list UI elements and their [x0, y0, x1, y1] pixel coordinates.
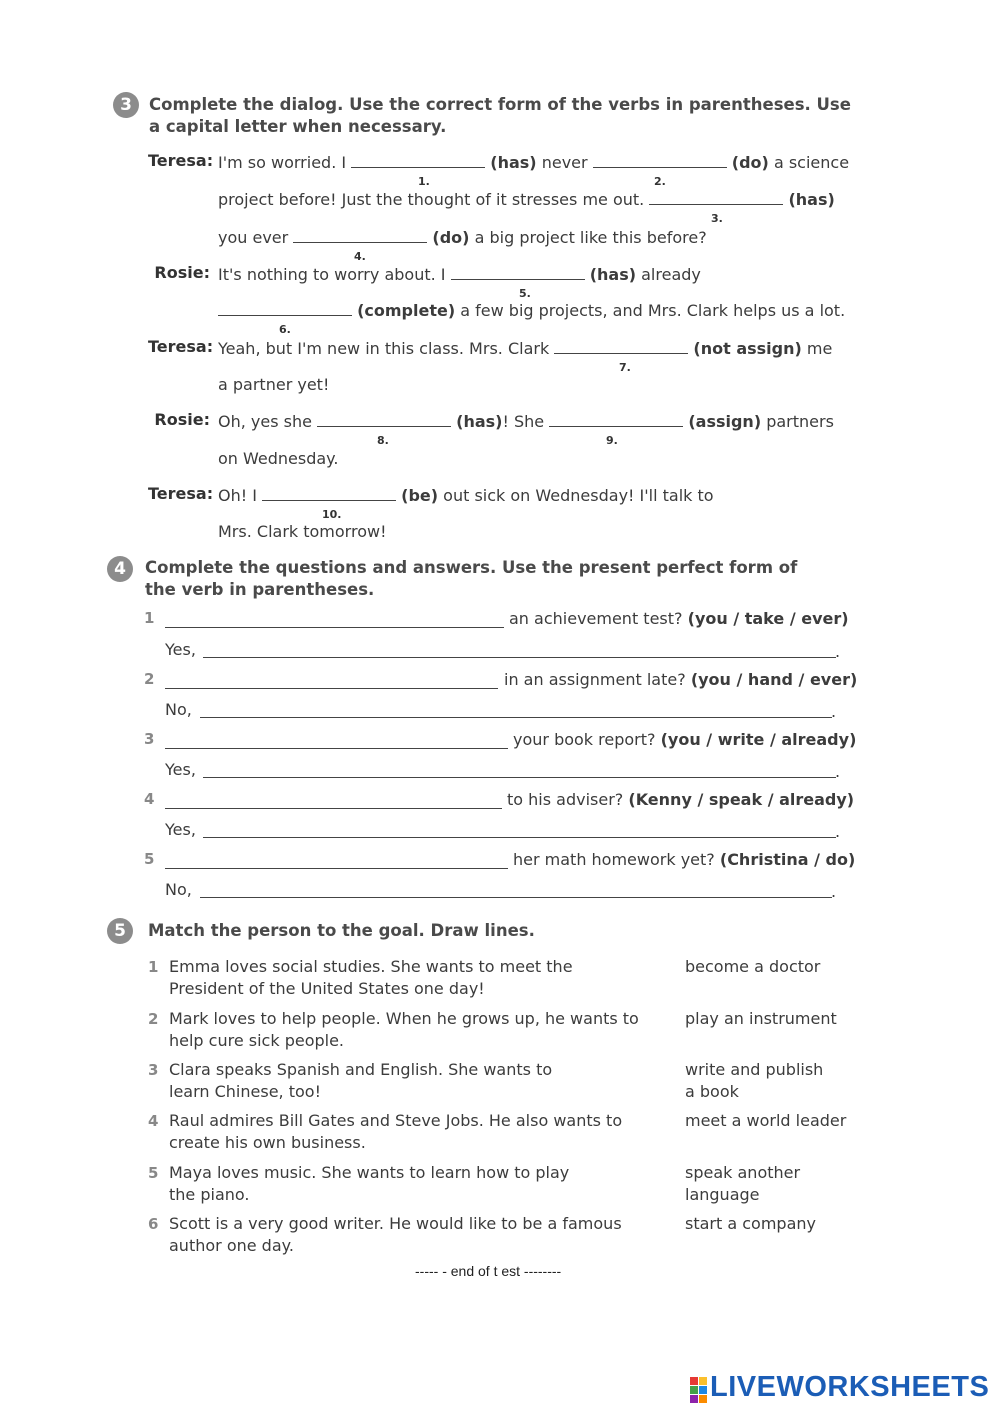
section-5-badge: 5 [107, 918, 133, 944]
dialog-line-5 [218, 301, 845, 321]
verb-cue: (Christina / do) [719, 850, 856, 869]
blank-7[interactable] [554, 339, 688, 354]
blank-num-6: 6. [279, 323, 291, 336]
verb-cue: (you / write / already) [660, 730, 857, 749]
text: me [806, 339, 833, 358]
text: a big project like this before? [474, 228, 707, 247]
question-answer-line[interactable] [165, 808, 502, 809]
text: her math homework yet? [513, 850, 715, 869]
verb-cue: (not assign) [693, 339, 802, 358]
answer-period: . [835, 762, 841, 781]
answer-line[interactable] [200, 717, 832, 718]
blank-num-10: 10. [322, 508, 342, 521]
verb-cue: (do) [432, 228, 470, 247]
answer-prefix: Yes, [165, 640, 196, 659]
blank-num-7: 7. [619, 361, 631, 374]
blank-5[interactable] [451, 265, 585, 280]
logo-mark-icon [699, 1377, 707, 1385]
blank-num-3: 3. [711, 212, 723, 225]
goal-item[interactable]: meet a world leader [685, 1111, 847, 1130]
person-number: 5 [148, 1164, 159, 1182]
dialog-line-7: a partner yet! [218, 375, 330, 394]
verb-cue: (complete) [357, 301, 456, 320]
section-3-instruction: Complete the dialog. Use the correct form of the verbs in parentheses. Use a capital letter when necessary. [149, 95, 851, 136]
dialog-line-6 [218, 339, 832, 359]
text: never [541, 153, 588, 172]
answer-line[interactable] [203, 657, 836, 658]
speaker-teresa: Teresa: [148, 484, 214, 503]
answer-period: . [835, 642, 841, 661]
text: project before! Just the thought of it stresses me out. [218, 190, 645, 209]
verb-cue: (has) [456, 412, 503, 431]
text: already [641, 265, 701, 284]
blank-num-5: 5. [519, 287, 531, 300]
question-number: 3 [144, 730, 155, 748]
text: I'm so worried. I [218, 153, 347, 172]
logo-text: LIVEWORKSHEETS [710, 1371, 990, 1403]
text: to his adviser? [507, 790, 624, 809]
text: partners [766, 412, 834, 431]
question-text [513, 730, 856, 750]
verb-cue: (you / hand / ever) [690, 670, 858, 689]
goal-item[interactable]: write and publish a book [685, 1060, 824, 1101]
answer-prefix: Yes, [165, 820, 196, 839]
text: It's nothing to worry about. I [218, 265, 446, 284]
question-text [513, 850, 855, 870]
answer-prefix: No, [165, 880, 192, 899]
person-number: 4 [148, 1112, 159, 1130]
text: an achievement test? [509, 609, 683, 628]
logo-mark-icon [699, 1386, 707, 1394]
blank-9[interactable] [549, 412, 683, 427]
person-description[interactable]: Clara speaks Spanish and English. She wants to learn Chinese, too! [169, 1060, 553, 1101]
answer-line[interactable] [200, 897, 832, 898]
person-description[interactable]: Scott is a very good writer. He would like to be a famous author one day. [169, 1214, 622, 1255]
question-text [504, 670, 857, 690]
text: out sick on Wednesday! I'll talk to [443, 486, 714, 505]
person-number: 1 [148, 958, 159, 976]
answer-prefix: No, [165, 700, 192, 719]
section-4-instruction: Complete the questions and answers. Use the present perfect form of the verb in parentheses. [145, 558, 798, 599]
text: a science [773, 153, 850, 172]
goal-item[interactable]: play an instrument [685, 1009, 837, 1028]
answer-line[interactable] [203, 837, 836, 838]
question-number: 2 [144, 670, 155, 688]
dialog-line-3 [218, 228, 707, 248]
person-description[interactable]: Emma loves social studies. She wants to meet the President of the United States one day! [169, 957, 573, 998]
question-text [507, 790, 854, 810]
goal-item[interactable]: start a company [685, 1214, 816, 1233]
question-number: 5 [144, 850, 155, 868]
speaker-rosie: Rosie: [154, 263, 210, 282]
verb-cue: (you / take / ever) [687, 609, 849, 628]
question-answer-line[interactable] [165, 627, 504, 628]
section-4-badge: 4 [107, 556, 133, 582]
logo [690, 1373, 990, 1407]
logo-mark-icon [690, 1395, 698, 1403]
blank-num-4: 4. [354, 250, 366, 263]
answer-period: . [831, 702, 837, 721]
person-description[interactable]: Mark loves to help people. When he grows up, he wants to help cure sick people. [169, 1009, 639, 1050]
dialog-line-10 [218, 486, 714, 506]
text: in an assignment late? [504, 670, 686, 689]
logo-mark-icon [699, 1395, 707, 1403]
blank-8[interactable] [317, 412, 451, 427]
blank-num-2: 2. [654, 175, 666, 188]
logo-mark-icon [690, 1386, 698, 1394]
dialog-line-2 [218, 190, 835, 210]
person-description[interactable]: Maya loves music. She wants to learn how to play the piano. [169, 1163, 570, 1204]
question-number: 1 [144, 609, 155, 627]
dialog-line-4 [218, 265, 701, 285]
verb-cue: (has) [788, 190, 835, 209]
text: your book report? [513, 730, 656, 749]
speaker-teresa: Teresa: [148, 337, 214, 356]
goal-item[interactable]: speak another language [685, 1163, 801, 1204]
blank-num-1: 1. [418, 175, 430, 188]
text: Oh! I [218, 486, 257, 505]
verb-cue: (has) [490, 153, 537, 172]
person-description[interactable]: Raul admires Bill Gates and Steve Jobs. He also wants to create his own business. [169, 1111, 623, 1152]
text: ! She [502, 412, 545, 431]
dialog-line-11: Mrs. Clark tomorrow! [218, 522, 387, 541]
person-number: 2 [148, 1010, 159, 1028]
blank-2[interactable] [593, 153, 727, 168]
speaker-rosie: Rosie: [154, 410, 210, 429]
answer-line[interactable] [203, 777, 836, 778]
end-of-test-text: ----- - end of t est -------- [415, 1263, 562, 1279]
verb-cue: (Kenny / speak / already) [628, 790, 855, 809]
person-number: 6 [148, 1215, 159, 1233]
blank-10[interactable] [262, 486, 396, 501]
blank-num-8: 8. [377, 434, 389, 447]
logo-mark-icon [690, 1377, 698, 1385]
question-answer-line[interactable] [165, 868, 508, 869]
question-number: 4 [144, 790, 155, 808]
question-text [509, 609, 849, 629]
text: a few big projects, and Mrs. Clark helps us a lot. [460, 301, 846, 320]
answer-prefix: Yes, [165, 760, 196, 779]
question-answer-line[interactable] [165, 688, 498, 689]
blank-num-9: 9. [606, 434, 618, 447]
speaker-teresa: Teresa: [148, 151, 214, 170]
section-3-badge: 3 [113, 92, 139, 118]
person-number: 3 [148, 1061, 159, 1079]
text: you ever [218, 228, 289, 247]
answer-period: . [835, 822, 841, 841]
text: Yeah, but I'm new in this class. Mrs. Clark [218, 339, 550, 358]
goal-item[interactable]: become a doctor [685, 957, 821, 976]
dialog-line-8 [218, 412, 834, 432]
section-5-instruction: Match the person to the goal. Draw lines. [148, 921, 535, 940]
verb-cue: (do) [731, 153, 769, 172]
dialog-line-9: on Wednesday. [218, 449, 339, 468]
blank-3[interactable] [649, 190, 783, 205]
dialog-line-1 [218, 153, 849, 173]
answer-period: . [831, 882, 837, 901]
blank-4[interactable] [293, 228, 427, 243]
blank-6[interactable] [218, 301, 352, 316]
blank-1[interactable] [351, 153, 485, 168]
text: Oh, yes she [218, 412, 312, 431]
verb-cue: (be) [401, 486, 439, 505]
question-answer-line[interactable] [165, 748, 508, 749]
verb-cue: (assign) [688, 412, 762, 431]
verb-cue: (has) [589, 265, 637, 284]
